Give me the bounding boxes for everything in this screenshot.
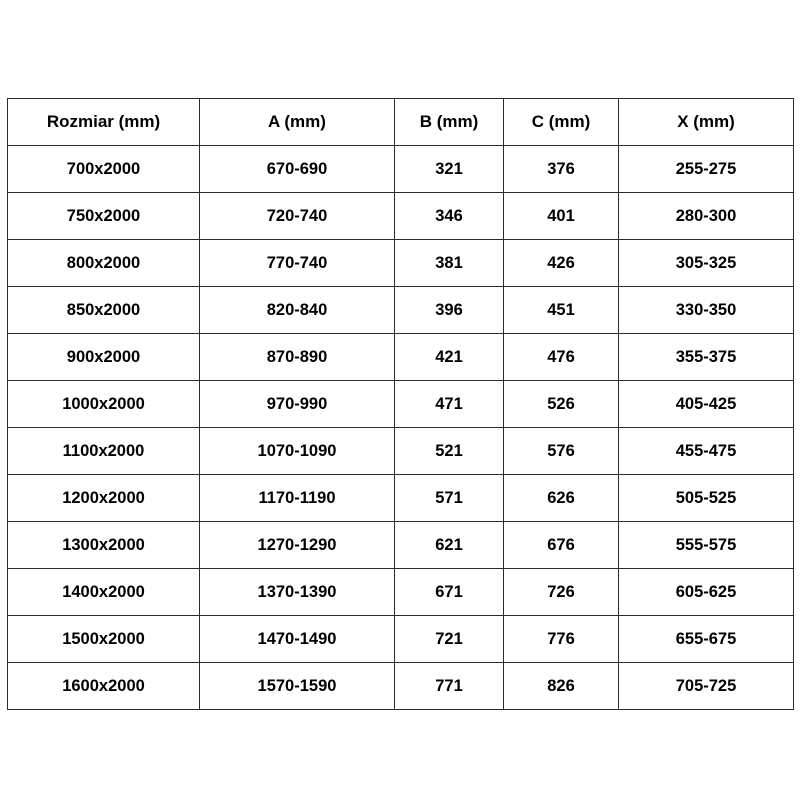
cell-b: 346: [395, 193, 504, 240]
cell-b: 321: [395, 146, 504, 193]
table-row: [8, 240, 794, 287]
column-header-a: A (mm): [200, 99, 395, 146]
cell-b: 771: [395, 663, 504, 710]
cell-c: 776: [504, 616, 619, 663]
cell-size: 1400x2000: [8, 569, 200, 616]
cell-c: 401: [504, 193, 619, 240]
table-row: [8, 569, 794, 616]
cell-a: 870-890: [200, 334, 395, 381]
cell-size: 1000x2000: [8, 381, 200, 428]
cell-b: 521: [395, 428, 504, 475]
cell-x: 255-275: [619, 146, 794, 193]
table-row: [8, 663, 794, 710]
cell-a: 1570-1590: [200, 663, 395, 710]
cell-x: 605-625: [619, 569, 794, 616]
cell-size: 800x2000: [8, 240, 200, 287]
size-table: [7, 98, 794, 710]
cell-a: 1470-1490: [200, 616, 395, 663]
cell-size: 1200x2000: [8, 475, 200, 522]
cell-a: 720-740: [200, 193, 395, 240]
cell-b: 671: [395, 569, 504, 616]
size-table-container: [7, 98, 793, 710]
cell-size: 1100x2000: [8, 428, 200, 475]
cell-x: 505-525: [619, 475, 794, 522]
cell-b: 571: [395, 475, 504, 522]
cell-c: 376: [504, 146, 619, 193]
cell-a: 1170-1190: [200, 475, 395, 522]
column-header-rozmiar: Rozmiar (mm): [8, 99, 200, 146]
cell-b: 621: [395, 522, 504, 569]
cell-size: 1500x2000: [8, 616, 200, 663]
cell-x: 405-425: [619, 381, 794, 428]
cell-x: 555-575: [619, 522, 794, 569]
column-header-x: X (mm): [619, 99, 794, 146]
cell-size: 750x2000: [8, 193, 200, 240]
column-header-b: B (mm): [395, 99, 504, 146]
cell-x: 280-300: [619, 193, 794, 240]
cell-a: 670-690: [200, 146, 395, 193]
cell-size: 850x2000: [8, 287, 200, 334]
cell-x: 355-375: [619, 334, 794, 381]
cell-b: 396: [395, 287, 504, 334]
cell-a: 1270-1290: [200, 522, 395, 569]
cell-x: 305-325: [619, 240, 794, 287]
table-row: [8, 616, 794, 663]
cell-b: 471: [395, 381, 504, 428]
cell-b: 421: [395, 334, 504, 381]
cell-x: 455-475: [619, 428, 794, 475]
cell-x: 705-725: [619, 663, 794, 710]
table-row: [8, 287, 794, 334]
cell-c: 676: [504, 522, 619, 569]
cell-c: 476: [504, 334, 619, 381]
cell-c: 626: [504, 475, 619, 522]
cell-c: 826: [504, 663, 619, 710]
cell-b: 381: [395, 240, 504, 287]
cell-a: 820-840: [200, 287, 395, 334]
table-row: [8, 475, 794, 522]
cell-c: 526: [504, 381, 619, 428]
cell-a: 770-740: [200, 240, 395, 287]
cell-a: 1070-1090: [200, 428, 395, 475]
table-row: [8, 146, 794, 193]
table-row: [8, 334, 794, 381]
table-row: [8, 428, 794, 475]
cell-size: 1600x2000: [8, 663, 200, 710]
cell-x: 330-350: [619, 287, 794, 334]
cell-c: 451: [504, 287, 619, 334]
cell-size: 700x2000: [8, 146, 200, 193]
cell-size: 1300x2000: [8, 522, 200, 569]
table-header-row: [8, 99, 794, 146]
table-row: [8, 381, 794, 428]
cell-a: 970-990: [200, 381, 395, 428]
cell-c: 426: [504, 240, 619, 287]
cell-b: 721: [395, 616, 504, 663]
table-row: [8, 193, 794, 240]
table-row: [8, 522, 794, 569]
column-header-c: C (mm): [504, 99, 619, 146]
cell-c: 726: [504, 569, 619, 616]
cell-a: 1370-1390: [200, 569, 395, 616]
cell-size: 900x2000: [8, 334, 200, 381]
cell-c: 576: [504, 428, 619, 475]
cell-x: 655-675: [619, 616, 794, 663]
